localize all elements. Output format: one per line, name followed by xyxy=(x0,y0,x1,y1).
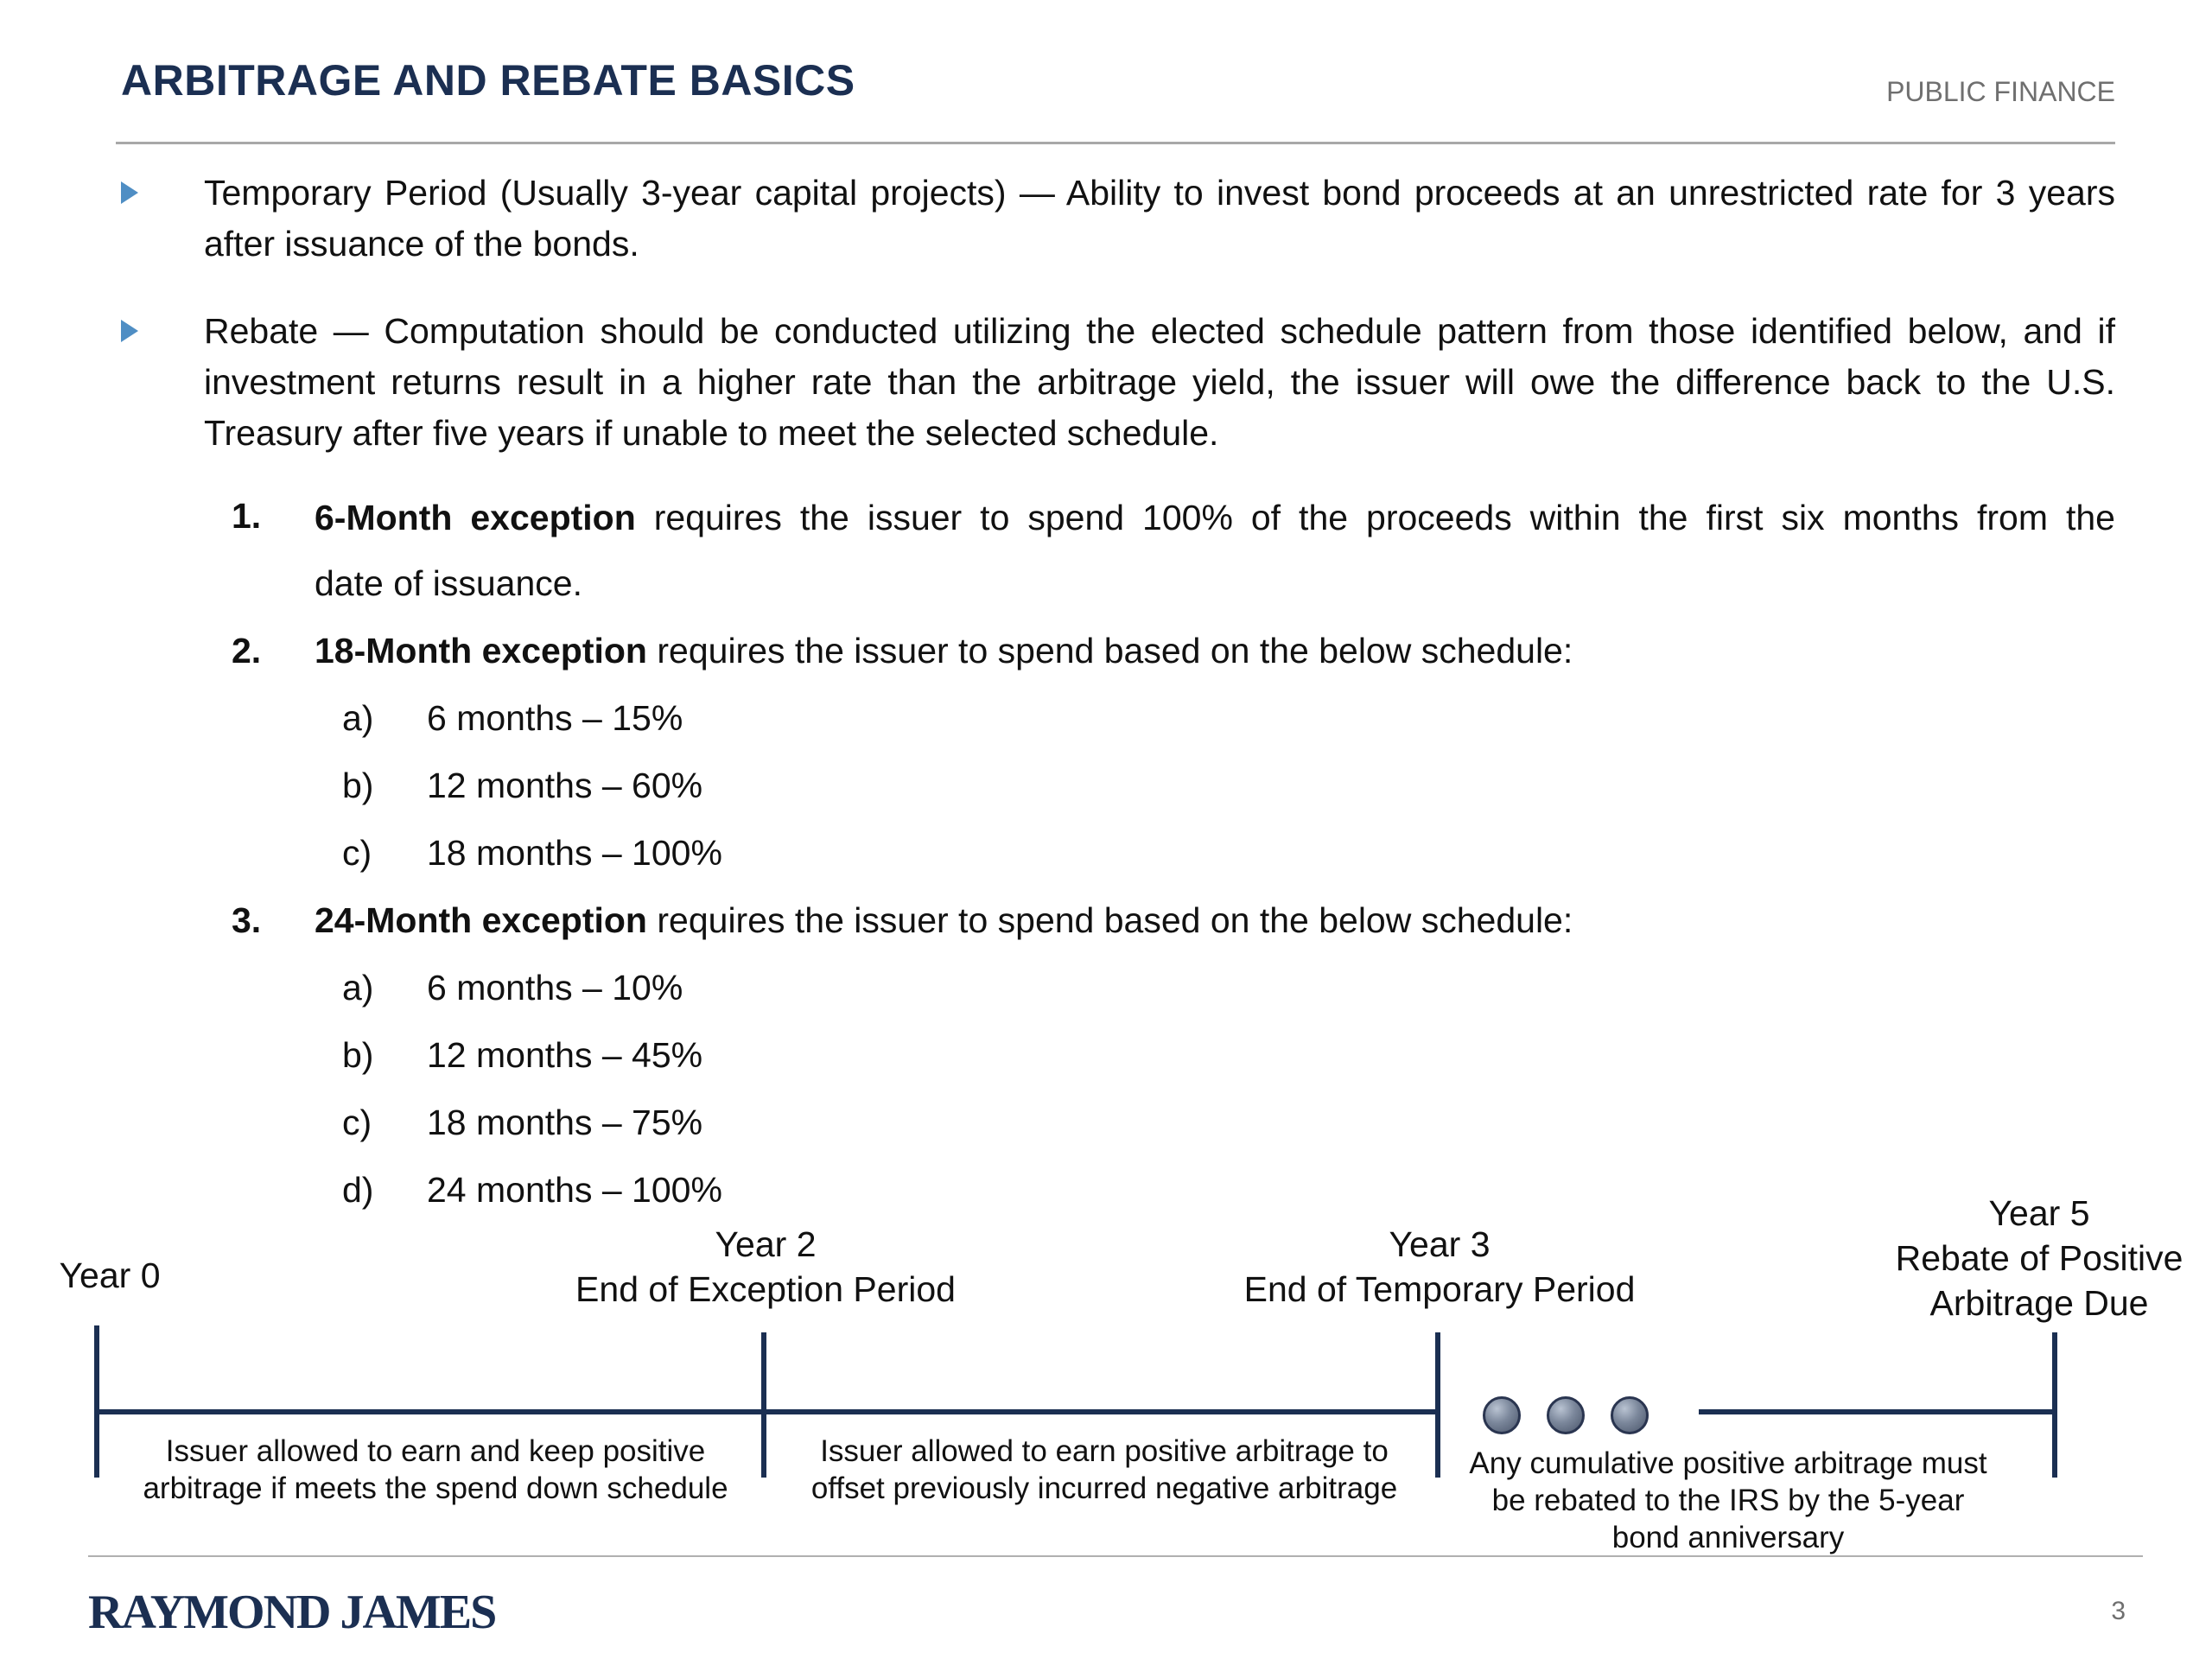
segment-description xyxy=(1452,1445,2005,1556)
segment-text: Issuer allowed to earn and keep positive xyxy=(165,1434,706,1468)
bullet-arrow-icon xyxy=(121,181,138,204)
company-logo: RAYMOND JAMES xyxy=(88,1586,496,1639)
segment-text: be rebated to the IRS by the 5-year xyxy=(1491,1484,1965,1517)
marker-label: Year 3 xyxy=(1389,1224,1491,1264)
marker-label: Year 0 xyxy=(59,1255,161,1295)
segment-text: offset previously incurred negative arbitrage xyxy=(810,1471,1398,1505)
marker-label: Year 2 xyxy=(715,1224,817,1264)
list-item: 12 months – 60% xyxy=(427,766,703,805)
bullet-temporary-period: Temporary Period (Usually 3-year capital projects) — Ability to invest bond proceeds at an unrestricted rate for 3 years after issuance of the bonds. xyxy=(204,173,2115,264)
timeline-marker-year-2 xyxy=(506,1222,1025,1312)
exception-title: 6-Month exception xyxy=(315,498,636,537)
segment-text: bond anniversary xyxy=(1611,1521,1845,1554)
list-item-letter: c) xyxy=(342,833,372,873)
ellipsis-dot-icon xyxy=(1483,1396,1521,1434)
marker-sublabel: End of Exception Period xyxy=(575,1269,956,1309)
exception-text: requires the issuer to spend based on the below schedule: xyxy=(657,900,1573,940)
page-number: 3 xyxy=(2111,1597,2126,1625)
exception-24-month xyxy=(315,900,1573,941)
segment-text: Issuer allowed to earn positive arbitrage to xyxy=(820,1434,1389,1468)
timeline-marker-year-5 xyxy=(1858,1191,2212,1325)
marker-sublabel: Rebate of Positive xyxy=(1895,1238,2183,1278)
exception-18-month xyxy=(315,631,1573,671)
segment-text: arbitrage if meets the spend down schedule xyxy=(143,1471,728,1505)
footer-divider xyxy=(88,1555,2143,1557)
list-item: 24 months – 100% xyxy=(427,1170,722,1210)
exception-number: 3. xyxy=(232,900,262,940)
ellipsis-dot-icon xyxy=(1611,1396,1649,1434)
exception-title: 18-Month exception xyxy=(315,631,647,671)
list-item-letter: d) xyxy=(342,1170,374,1210)
list-item: 18 months – 75% xyxy=(427,1103,703,1142)
section-label: PUBLIC FINANCE xyxy=(1886,76,2115,107)
list-item-letter: b) xyxy=(342,766,374,805)
list-item-letter: a) xyxy=(342,968,374,1007)
list-item-letter: c) xyxy=(342,1103,372,1142)
timeline-marker-year-0 xyxy=(28,1253,192,1298)
list-item: 18 months – 100% xyxy=(427,833,722,873)
list-item-letter: b) xyxy=(342,1035,374,1075)
exception-number: 1. xyxy=(232,496,262,536)
marker-sublabel: End of Temporary Period xyxy=(1243,1269,1636,1309)
segment-description xyxy=(119,1433,752,1507)
segment-text: Any cumulative positive arbitrage must xyxy=(1469,1446,1987,1480)
page-title: ARBITRAGE AND REBATE BASICS xyxy=(121,56,855,105)
bullet-arrow-icon xyxy=(121,320,138,342)
marker-label: Year 5 xyxy=(1988,1193,2090,1233)
timeline-marker-year-3 xyxy=(1180,1222,1699,1312)
exception-title: 24-Month exception xyxy=(315,900,647,940)
exception-6-month xyxy=(315,484,2115,551)
exception-text: requires the issuer to spend 100% of the proceeds within the first six months from the xyxy=(653,498,2115,537)
ellipsis-dot-icon xyxy=(1547,1396,1585,1434)
list-item: 6 months – 15% xyxy=(427,698,683,738)
exception-text: requires the issuer to spend based on the below schedule: xyxy=(657,631,1573,671)
marker-sublabel: Arbitrage Due xyxy=(1929,1283,2149,1323)
exception-number: 2. xyxy=(232,631,262,671)
list-item: 12 months – 45% xyxy=(427,1035,703,1075)
segment-description xyxy=(776,1433,1433,1507)
bullet-rebate: Rebate — Computation should be conducted utilizing the elected schedule pattern from those identified below, and if investment returns result in a higher rate than the arbitrage yield, the issuer will owe the difference back to the U.S. Treasury after five years if unable to meet the selected schedule. xyxy=(204,311,2115,453)
list-item-letter: a) xyxy=(342,698,374,738)
header-divider xyxy=(116,142,2115,144)
list-item: 6 months – 10% xyxy=(427,968,683,1007)
exception-continuation: date of issuance. xyxy=(315,563,582,603)
